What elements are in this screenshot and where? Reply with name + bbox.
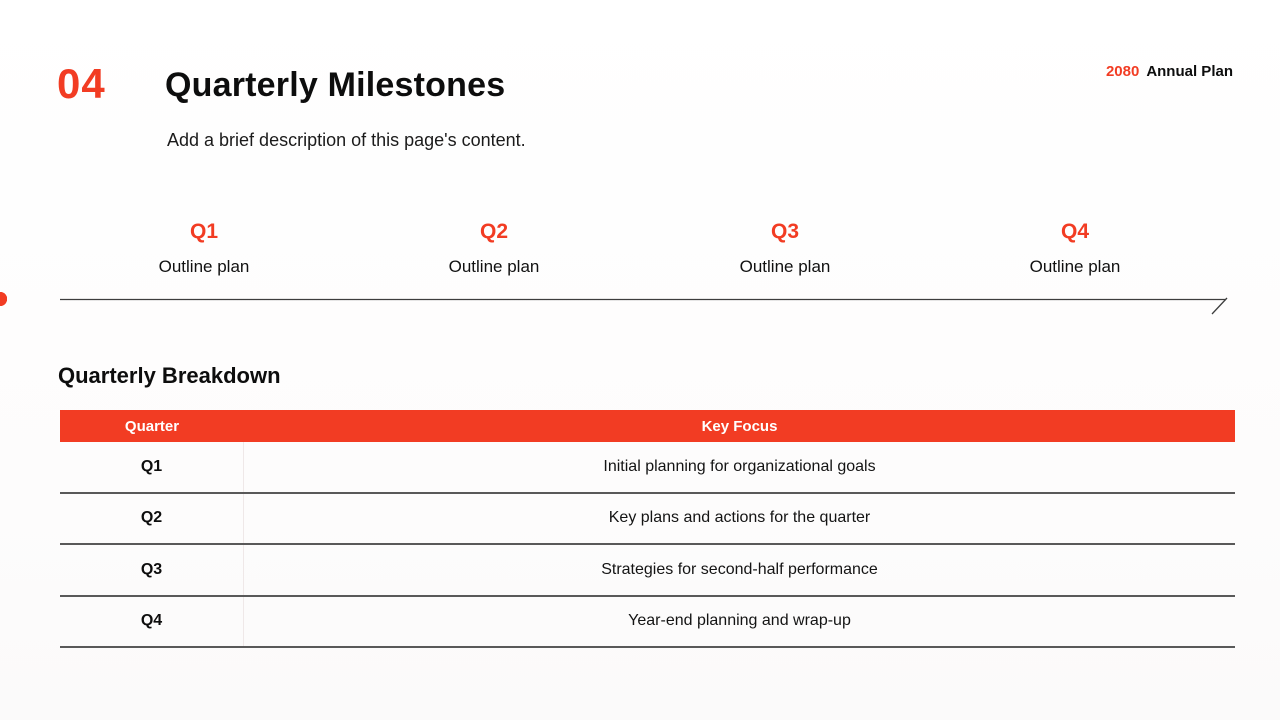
milestone-label: Outline plan: [448, 257, 540, 276]
cell-focus: Key plans and actions for the quarter: [608, 509, 871, 527]
timeline-arrow-icon: [0, 288, 1280, 322]
milestone-quarter: Q4: [1060, 220, 1089, 243]
milestone-quarter: Q2: [479, 220, 508, 243]
timeline: [0, 0, 1280, 340]
table-row: [60, 442, 1235, 494]
cell-focus: Initial planning for organizational goals: [603, 457, 876, 475]
milestone-q2: [384, 220, 604, 277]
plan-badge-label: Annual Plan: [1146, 63, 1233, 80]
column-header-quarter: Quarter: [124, 417, 180, 435]
cell-quarter: Q3: [60, 545, 244, 595]
milestone-q3: [675, 220, 895, 277]
milestone-q4: [965, 220, 1185, 277]
milestone-q1: [94, 220, 314, 277]
column-header-focus: Key Focus: [701, 417, 778, 435]
page-number: 04: [57, 60, 106, 107]
cell-focus: Year-end planning and wrap-up: [628, 612, 851, 630]
cell-quarter: Q1: [60, 442, 244, 492]
table-row: [60, 597, 1235, 649]
breakdown-table: [60, 410, 1235, 648]
table-row: [60, 545, 1235, 597]
milestone-label: Outline plan: [1029, 257, 1121, 276]
cell-quarter: Q4: [60, 597, 244, 647]
cell-quarter: Q2: [60, 494, 244, 544]
cell-focus: Strategies for second-half performance: [601, 560, 878, 578]
milestone-label: Outline plan: [739, 257, 831, 276]
table-header-row: [60, 410, 1235, 442]
plan-badge-year: 2080: [1105, 63, 1140, 80]
milestone-label: Outline plan: [158, 257, 250, 276]
page-title: Quarterly Milestones: [165, 66, 506, 104]
milestone-quarter: Q3: [770, 220, 799, 243]
milestone-quarter: Q1: [189, 220, 218, 243]
breakdown-heading: Quarterly Breakdown: [58, 363, 281, 388]
table-row: [60, 494, 1235, 546]
page-subtitle: Add a brief description of this page's content.: [167, 130, 526, 150]
